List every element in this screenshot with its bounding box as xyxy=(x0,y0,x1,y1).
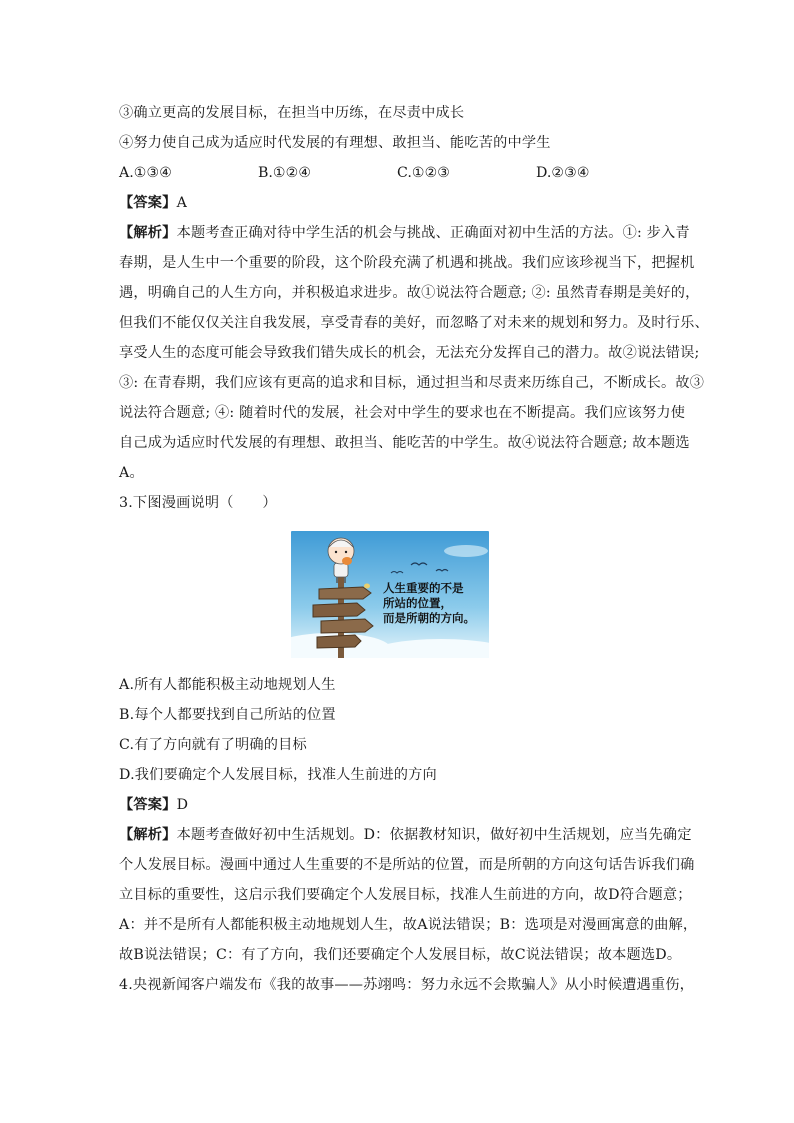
analysis-line: 享受人生的态度可能会导致我们错失成长的机会，无法充分发挥自己的潜力。故②说法错误; xyxy=(119,345,700,361)
analysis-line: 立目标的重要性，这启示我们要确定个人发展目标，找准人生前进的方向，故D符合题意； xyxy=(119,887,692,903)
analysis-line: A：并不是所有人都能积极主动地规划人生，故A说法错误；B：选项是对漫画寓意的曲解， xyxy=(119,917,698,933)
analysis-tag: 【解析】 xyxy=(119,225,177,241)
analysis-line: 说法符合题意; ④: 随着时代的发展，社会对中学生的要求也在不断提高。我们应该努力使 xyxy=(119,405,686,421)
q3-question: 3.下图漫画说明（ ） xyxy=(119,495,277,511)
analysis-line: 春期，是人生中一个重要的阶段，这个阶段充满了机遇和挑战。我们应该珍视当下，把握机 xyxy=(119,255,695,271)
analysis-line: 【解析】本题考查做好初中生活规划。D：依据教材知识，做好初中生活规划，应当先确定 xyxy=(119,827,692,843)
caption-line: 人生重要的不是 xyxy=(383,581,464,595)
answer-tag: 【答案】 xyxy=(119,797,177,813)
answer-value: D xyxy=(176,797,189,813)
q2-analysis xyxy=(119,218,709,488)
caption-line: 所站的位置， xyxy=(383,596,452,610)
analysis-tag: 【解析】 xyxy=(119,827,177,843)
answer-tag: 【答案】 xyxy=(119,195,177,211)
cartoon-caption xyxy=(383,581,475,626)
analysis-line: 故B说法错误；C：有了方向，我们还要确定个人发展目标，故C说法错误；故本题选D。 xyxy=(119,947,682,963)
q3-option-d: D.我们要确定个人发展目标，找准人生前进的方向 xyxy=(119,767,437,783)
q3-answer xyxy=(119,790,679,820)
q3-option-a: A.所有人都能积极主动地规划人生 xyxy=(119,677,336,693)
analysis-line: 【解析】本题考查正确对待中学生活的机会与挑战、正确面对初中生活的方法。①: 步入青 xyxy=(119,225,690,241)
answer-value: A xyxy=(176,195,188,211)
q3-analysis xyxy=(119,820,698,970)
analysis-line: ③: 在青春期，我们应该有更高的追求和目标，通过担当和尽责来历练自己，不断成长。故③ xyxy=(119,375,705,391)
analysis-line: 但我们不能仅仅关注自我发展，享受青春的美好，而忽略了对未来的规划和努力。及时行乐、 xyxy=(119,315,709,331)
q2-answer xyxy=(119,188,679,218)
q2-options xyxy=(119,158,679,188)
q2-option-a: A.①③④ xyxy=(119,165,172,181)
statement-3: ③确立更高的发展目标，在担当中历练，在尽责中成长 xyxy=(119,105,465,121)
q3-option-b: B.每个人都要找到自己所站的位置 xyxy=(119,707,336,723)
q2-option-d: D.②③④ xyxy=(536,165,590,181)
q2-option-c: C.①②③ xyxy=(397,165,451,181)
q3-option-c: C.有了方向就有了明确的目标 xyxy=(119,737,307,753)
q4-line: 4.央视新闻客户端发布《我的故事——苏翊鸣：努力永远不会欺骗人》从小时候遭遇重伤， xyxy=(119,977,695,993)
q4-question xyxy=(119,970,695,1000)
caption-line: 而是所朝的方向。 xyxy=(383,611,475,625)
q2-option-b: B.①②④ xyxy=(258,165,312,181)
signpost-cartoon xyxy=(291,531,489,658)
analysis-line: 遇，明确自己的人生方向，并积极追求进步。故①说法符合题意; ②: 虽然青春期是美好的， xyxy=(119,285,700,301)
statement-4: ④努力使自己成为适应时代发展的有理想、敢担当、能吃苦的中学生 xyxy=(119,135,551,151)
document-page xyxy=(119,98,709,1000)
analysis-line: A。 xyxy=(119,465,144,481)
analysis-line: 自己成为适应时代发展的有理想、敢担当、能吃苦的中学生。故④说法符合题意; 故本题选 xyxy=(119,435,690,451)
analysis-line: 个人发展目标。漫画中通过人生重要的不是所站的位置，而是所朝的方向这句话告诉我们确 xyxy=(119,857,695,873)
